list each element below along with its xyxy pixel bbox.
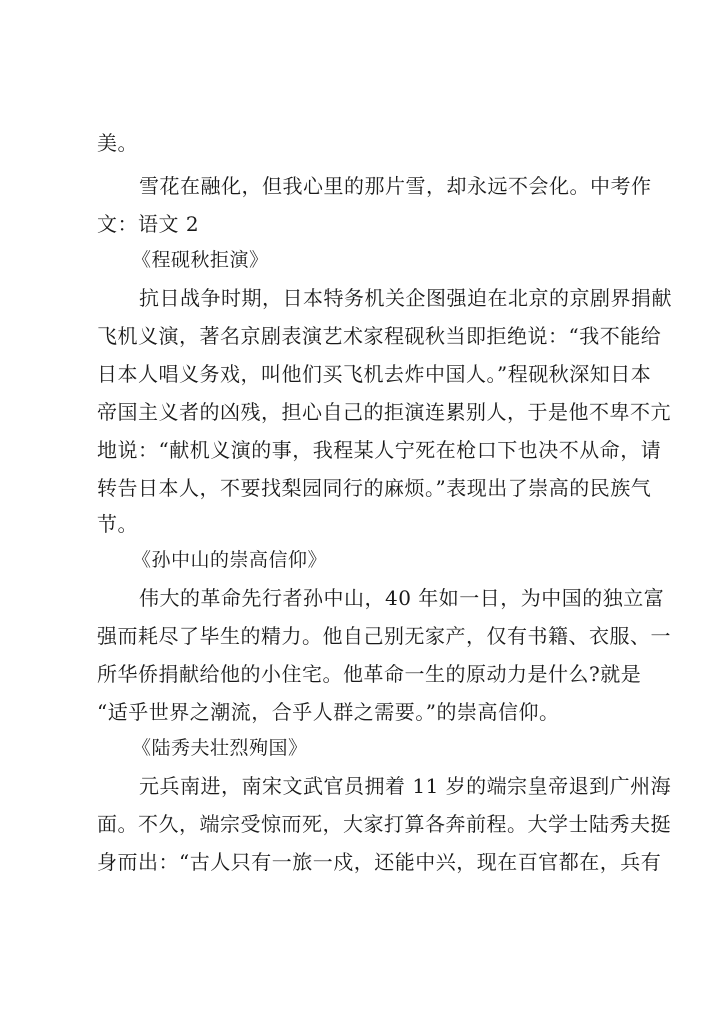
- text-line: 帝国主义者的凶残，担心自己的拒演连累别人，于是他不卑不亢: [97, 400, 671, 424]
- text-line: 面。不久，端宗受惊而死，大家打算各奔前程。大学士陆秀夫挺: [97, 812, 671, 836]
- paragraph-line: 抗日战争时期，日本特务机关企图强迫在北京的京剧界捐献: [139, 286, 672, 310]
- text-line: 所华侨捐献给他的小住宅。他革命一生的原动力是什么?就是: [97, 662, 642, 686]
- text-line: 转告日本人，不要找梨园同行的麻烦。”表现出了崇高的民族气: [97, 476, 652, 500]
- text-line: 身而出：“古人只有一旅一戍，还能中兴，现在百官都在，兵有: [97, 850, 662, 874]
- text-line: 飞机义演，著名京剧表演艺术家程砚秋当即拒绝说：“我不能给: [97, 324, 662, 348]
- section-heading: 《孙中山的崇高信仰》: [132, 549, 328, 571]
- text-line: “适乎世界之潮流，合乎人群之需要。”的崇高信仰。: [97, 700, 560, 724]
- paragraph-line: 元兵南进，南宋文武官员拥着 11 岁的端宗皇帝退到广州海: [139, 774, 672, 798]
- section-heading: 《陆秀夫壮烈殉国》: [132, 737, 308, 759]
- text-line: 美。: [97, 131, 138, 155]
- section-heading: 《程砚秋拒演》: [132, 249, 269, 271]
- text-line: 地说：“献机义演的事，我程某人宁死在枪口下也决不从命，请: [97, 438, 662, 462]
- paragraph-line: 雪花在融化，但我心里的那片雪，却永远不会化。中考作: [139, 174, 652, 198]
- text-line: 节。: [97, 512, 138, 536]
- text-line: 强而耗尽了毕生的精力。他自己别无家产，仅有书籍、衣服、一: [97, 624, 671, 648]
- text-line: 文：语文 2: [97, 212, 200, 236]
- text-line: 日本人唱义务戏，叫他们买飞机去炸中国人。”程砚秋深知日本: [97, 362, 652, 386]
- paragraph-line: 伟大的革命先行者孙中山，40 年如一日，为中国的独立富: [139, 586, 665, 610]
